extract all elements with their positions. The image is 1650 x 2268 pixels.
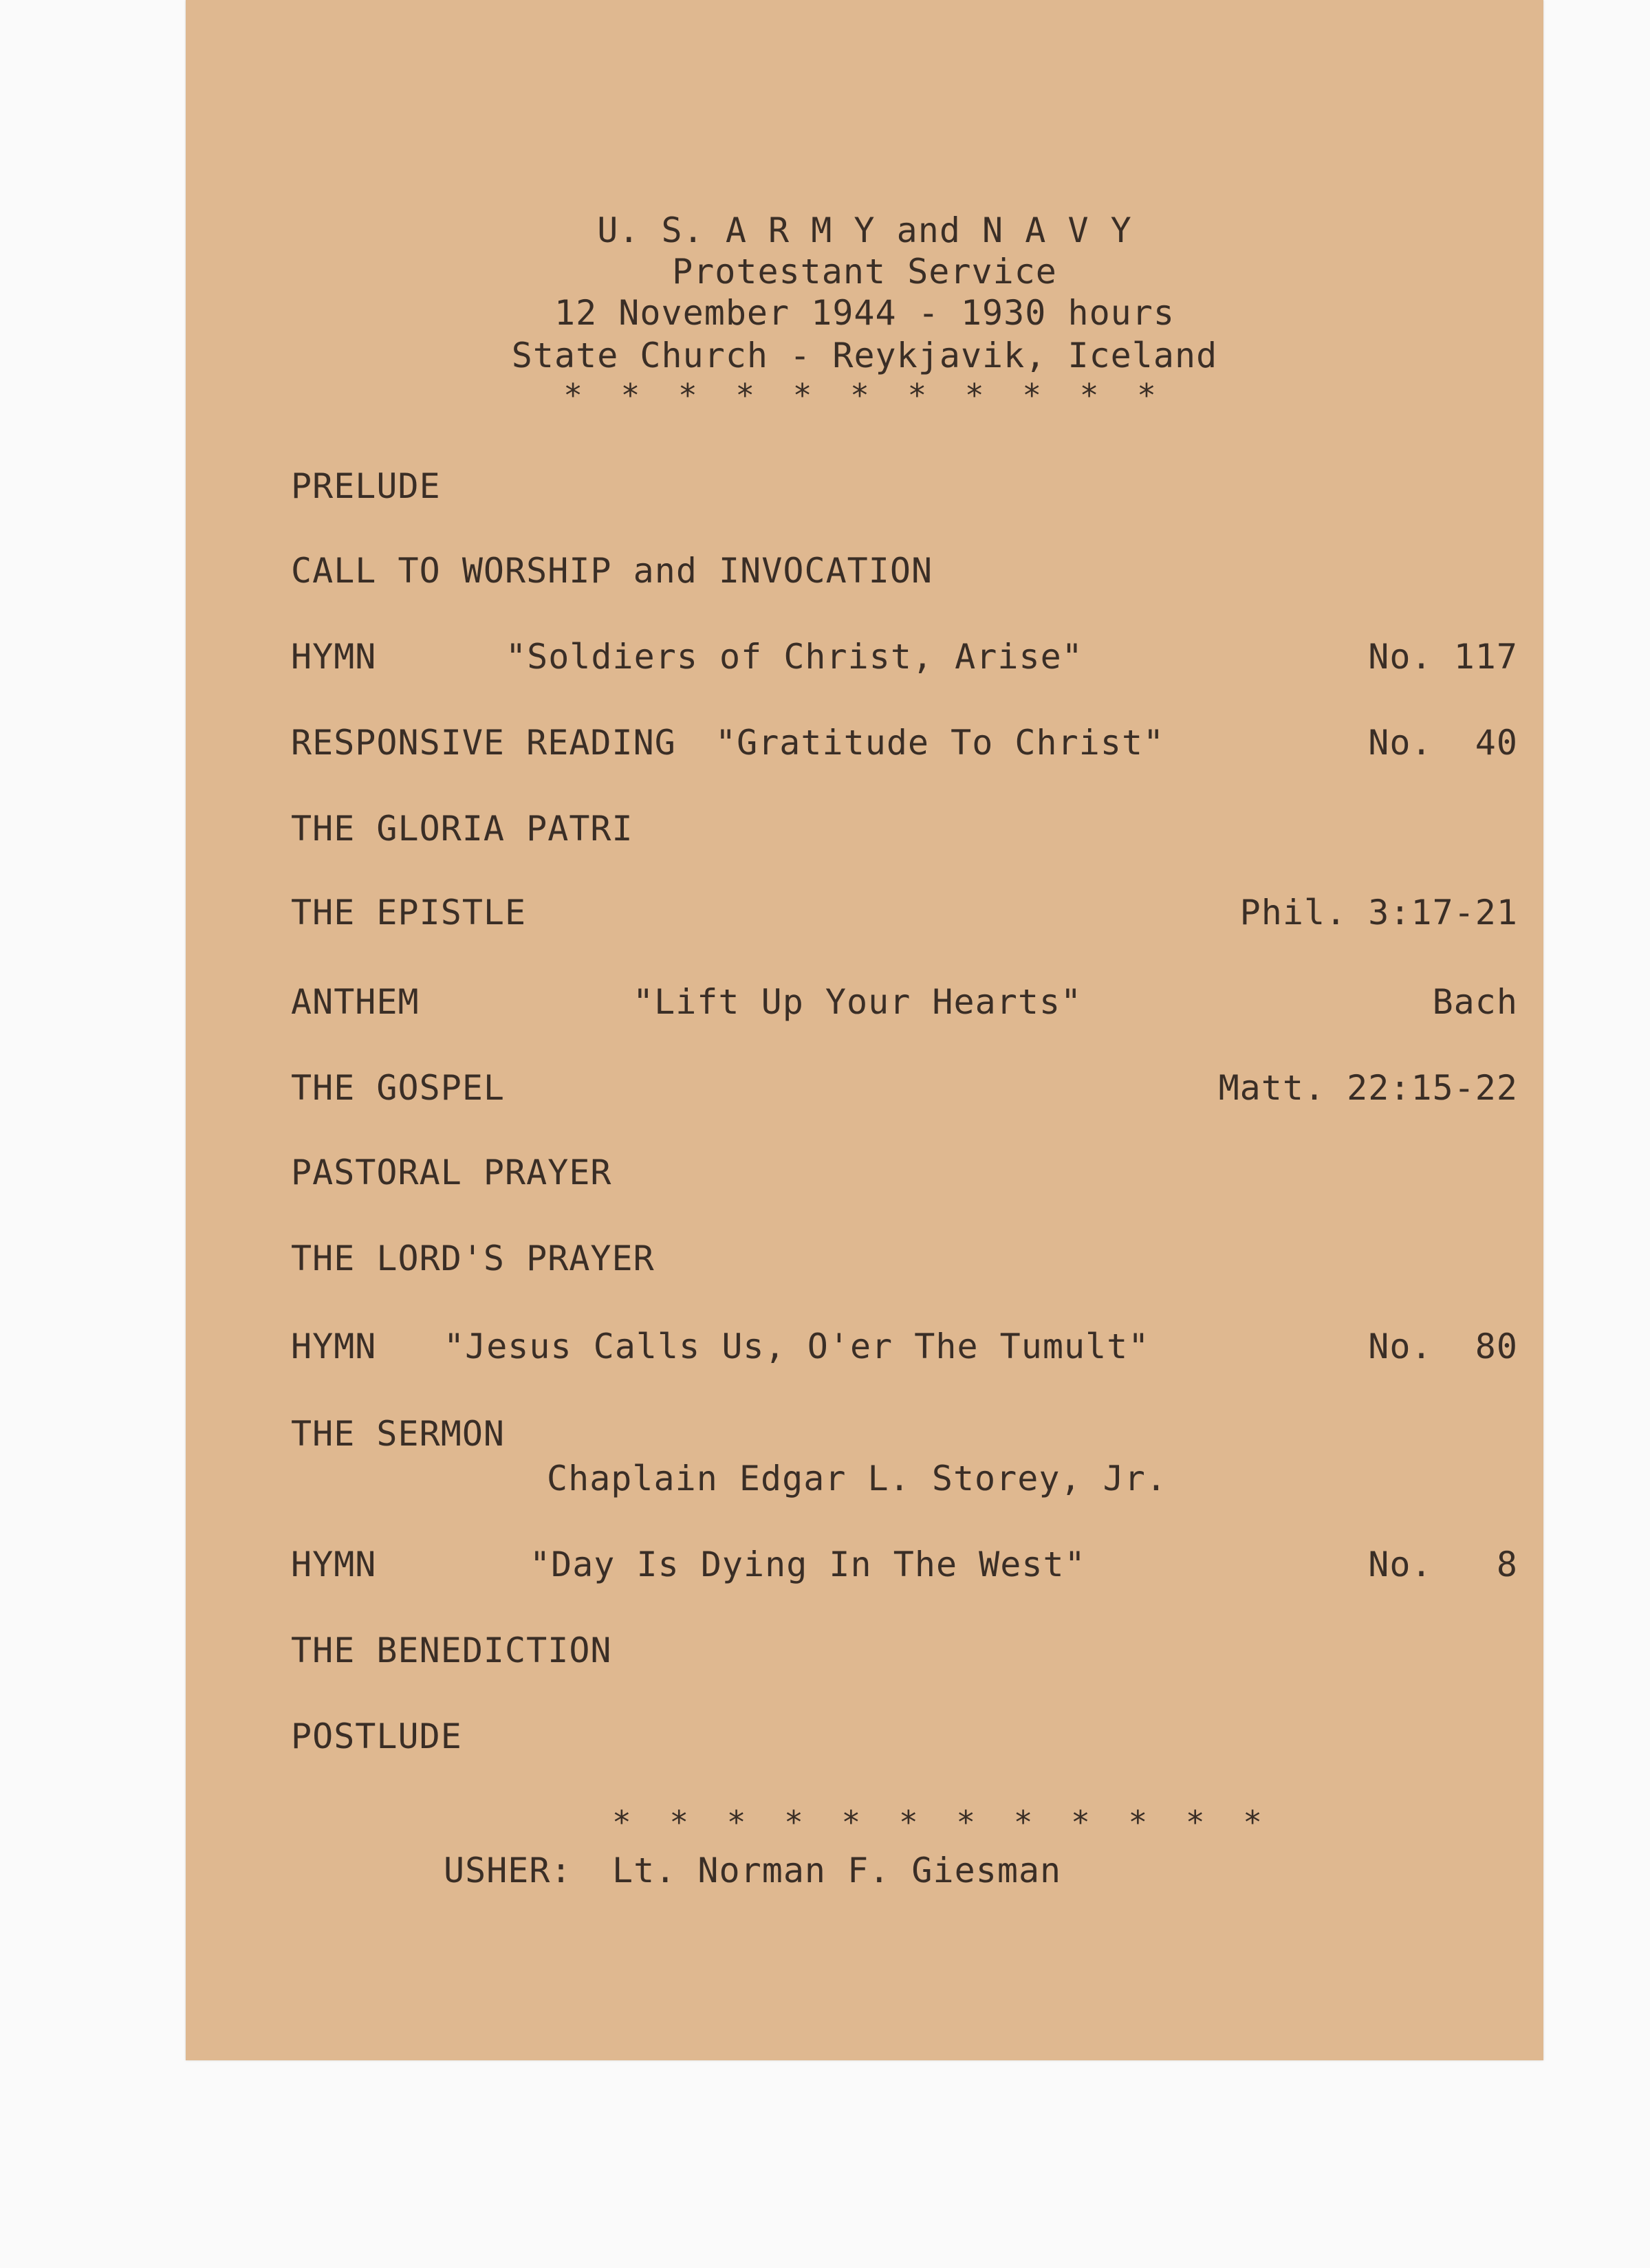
item-pastoral-prayer: PASTORAL PRAYER [291,1153,612,1192]
item-hymn-3-label: HYMN [291,1545,377,1584]
item-gospel-ref: Matt. 22:15-22 [1218,1068,1518,1108]
item-hymn-2-title: "Jesus Calls Us, O'er The Tumult" [444,1327,1150,1366]
footer-stars: * * * * * * * * * * * * [612,1804,1272,1841]
item-call-to-worship: CALL TO WORSHIP and INVOCATION [291,551,933,591]
item-responsive-label: RESPONSIVE READING [291,723,676,763]
header-date: 12 November 1944 - 1930 hours [554,293,1175,333]
item-anthem-title: "Lift Up Your Hearts" [633,982,1083,1022]
program-sheet [186,0,1543,2060]
item-postlude: POSTLUDE [291,1716,462,1756]
header-title: U. S. A R M Y and N A V Y [597,210,1132,250]
item-hymn-1-title: "Soldiers of Christ, Arise" [506,637,1083,677]
header-subtitle: Protestant Service [672,252,1057,292]
item-responsive-number: No. 40 [1368,723,1518,763]
item-responsive-title: "Gratitude To Christ" [715,723,1165,763]
item-lords-prayer: THE LORD'S PRAYER [291,1239,655,1278]
item-epistle-ref: Phil. 3:17-21 [1239,893,1518,933]
item-prelude: PRELUDE [291,466,441,506]
item-hymn-2-number: No. 80 [1368,1327,1518,1366]
item-gospel-label: THE GOSPEL [291,1068,506,1108]
item-sermon-preacher: Chaplain Edgar L. Storey, Jr. [547,1459,1167,1498]
item-hymn-2-label: HYMN [291,1327,377,1366]
item-anthem-label: ANTHEM [291,982,420,1022]
usher-label: USHER: [444,1851,572,1890]
item-gloria-patri: THE GLORIA PATRI [291,809,633,849]
item-hymn-1-label: HYMN [291,637,377,677]
item-sermon-label: THE SERMON [291,1414,506,1454]
item-benediction: THE BENEDICTION [291,1631,612,1670]
item-hymn-3-title: "Day Is Dying In The West" [530,1545,1086,1584]
usher-name: Lt. Norman F. Giesman [612,1851,1062,1890]
header-stars: * * * * * * * * * * * [563,377,1166,414]
item-hymn-1-number: No. 117 [1368,637,1518,677]
item-anthem-composer: Bach [1432,982,1518,1022]
header-location: State Church - Reykjavik, Iceland [511,336,1218,375]
item-epistle-label: THE EPISTLE [291,893,527,933]
item-hymn-3-number: No. 8 [1368,1545,1518,1584]
